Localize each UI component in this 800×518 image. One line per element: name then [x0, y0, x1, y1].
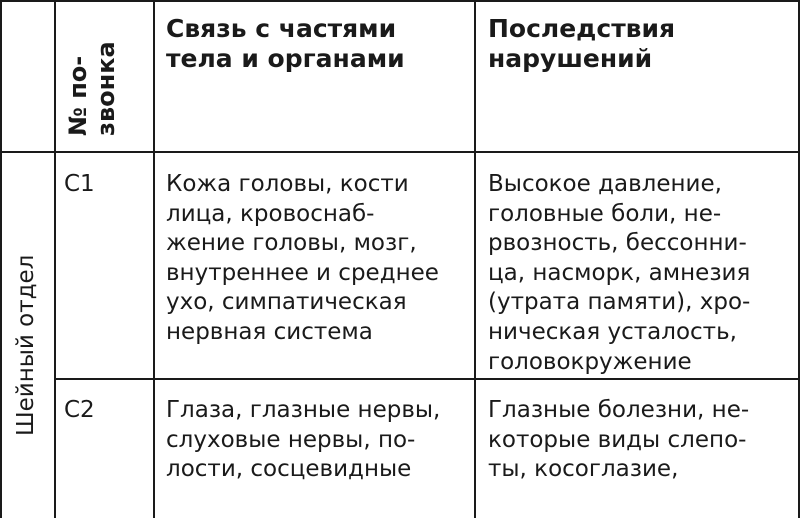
row-2-organs-line: слуховые нервы, по-: [166, 426, 416, 453]
row-1-organs-line: жение головы, мозг,: [166, 230, 417, 257]
header-organs-line-1: Связь с частями: [166, 14, 397, 43]
header-organs: [166, 14, 405, 74]
row-1-consequences-line: головокружение: [488, 348, 692, 375]
table-border-left: [0, 0, 2, 518]
row-1-consequences-line: ца, насморк, амнезия: [488, 259, 751, 286]
row-1-organs-line: внутреннее и среднее: [166, 259, 439, 286]
row-1-consequences-line: головные боли, не-: [488, 200, 722, 227]
row-2-consequences-line: Глазные болезни, не-: [488, 397, 750, 423]
row-2-organs: [166, 396, 440, 485]
row-1-consequences-line: рвозность, бессонни-: [488, 230, 747, 257]
header-vertebra-line-1: № по-: [64, 55, 92, 136]
header-divider: [0, 151, 800, 153]
table-col-divider-1: [54, 0, 56, 518]
header-organs-line-2: телa и органами: [166, 44, 405, 73]
row-1-organs-line: лица, кровоснаб-: [166, 200, 375, 227]
row-2-consequences-line: которые виды слепо-: [488, 426, 747, 453]
row-2-organs-line: Глаза, глазные нервы,: [166, 397, 441, 423]
row-1-organs-line: нервная система: [166, 318, 373, 345]
row-1-consequences-line: (утрата памяти), хро-: [488, 289, 751, 316]
section-label: Шейный отдел: [13, 254, 39, 436]
table-col-divider-2: [153, 0, 155, 518]
row-1-consequences: [488, 170, 750, 377]
header-consequences: [488, 14, 675, 74]
row-2-organs-line: лости, сосцевидные: [166, 456, 412, 483]
row-1-organs-line: ухо, симпатическая: [166, 289, 407, 316]
row-1-organs: [166, 170, 439, 348]
header-consequences-line-1: Последствия: [488, 14, 676, 43]
header-consequences-line-2: нарушений: [488, 44, 653, 73]
row-1-consequences-line: ническая усталость,: [488, 318, 737, 345]
table-col-divider-3: [474, 0, 476, 518]
row-2-consequences: [488, 396, 749, 485]
row-2-code: С2: [64, 397, 95, 423]
row-divider: [54, 378, 800, 380]
row-1-code: С1: [64, 171, 95, 197]
row-2-consequences-line: ты, косоглазие,: [488, 456, 679, 483]
row-1-consequences-line: Высокое давление,: [488, 171, 722, 197]
table-border-top: [0, 0, 800, 2]
header-vertebra-number: [64, 41, 120, 136]
row-1-organs-line: Кожа головы, кости: [166, 171, 409, 197]
header-vertebra-line-2: звонка: [92, 41, 120, 136]
